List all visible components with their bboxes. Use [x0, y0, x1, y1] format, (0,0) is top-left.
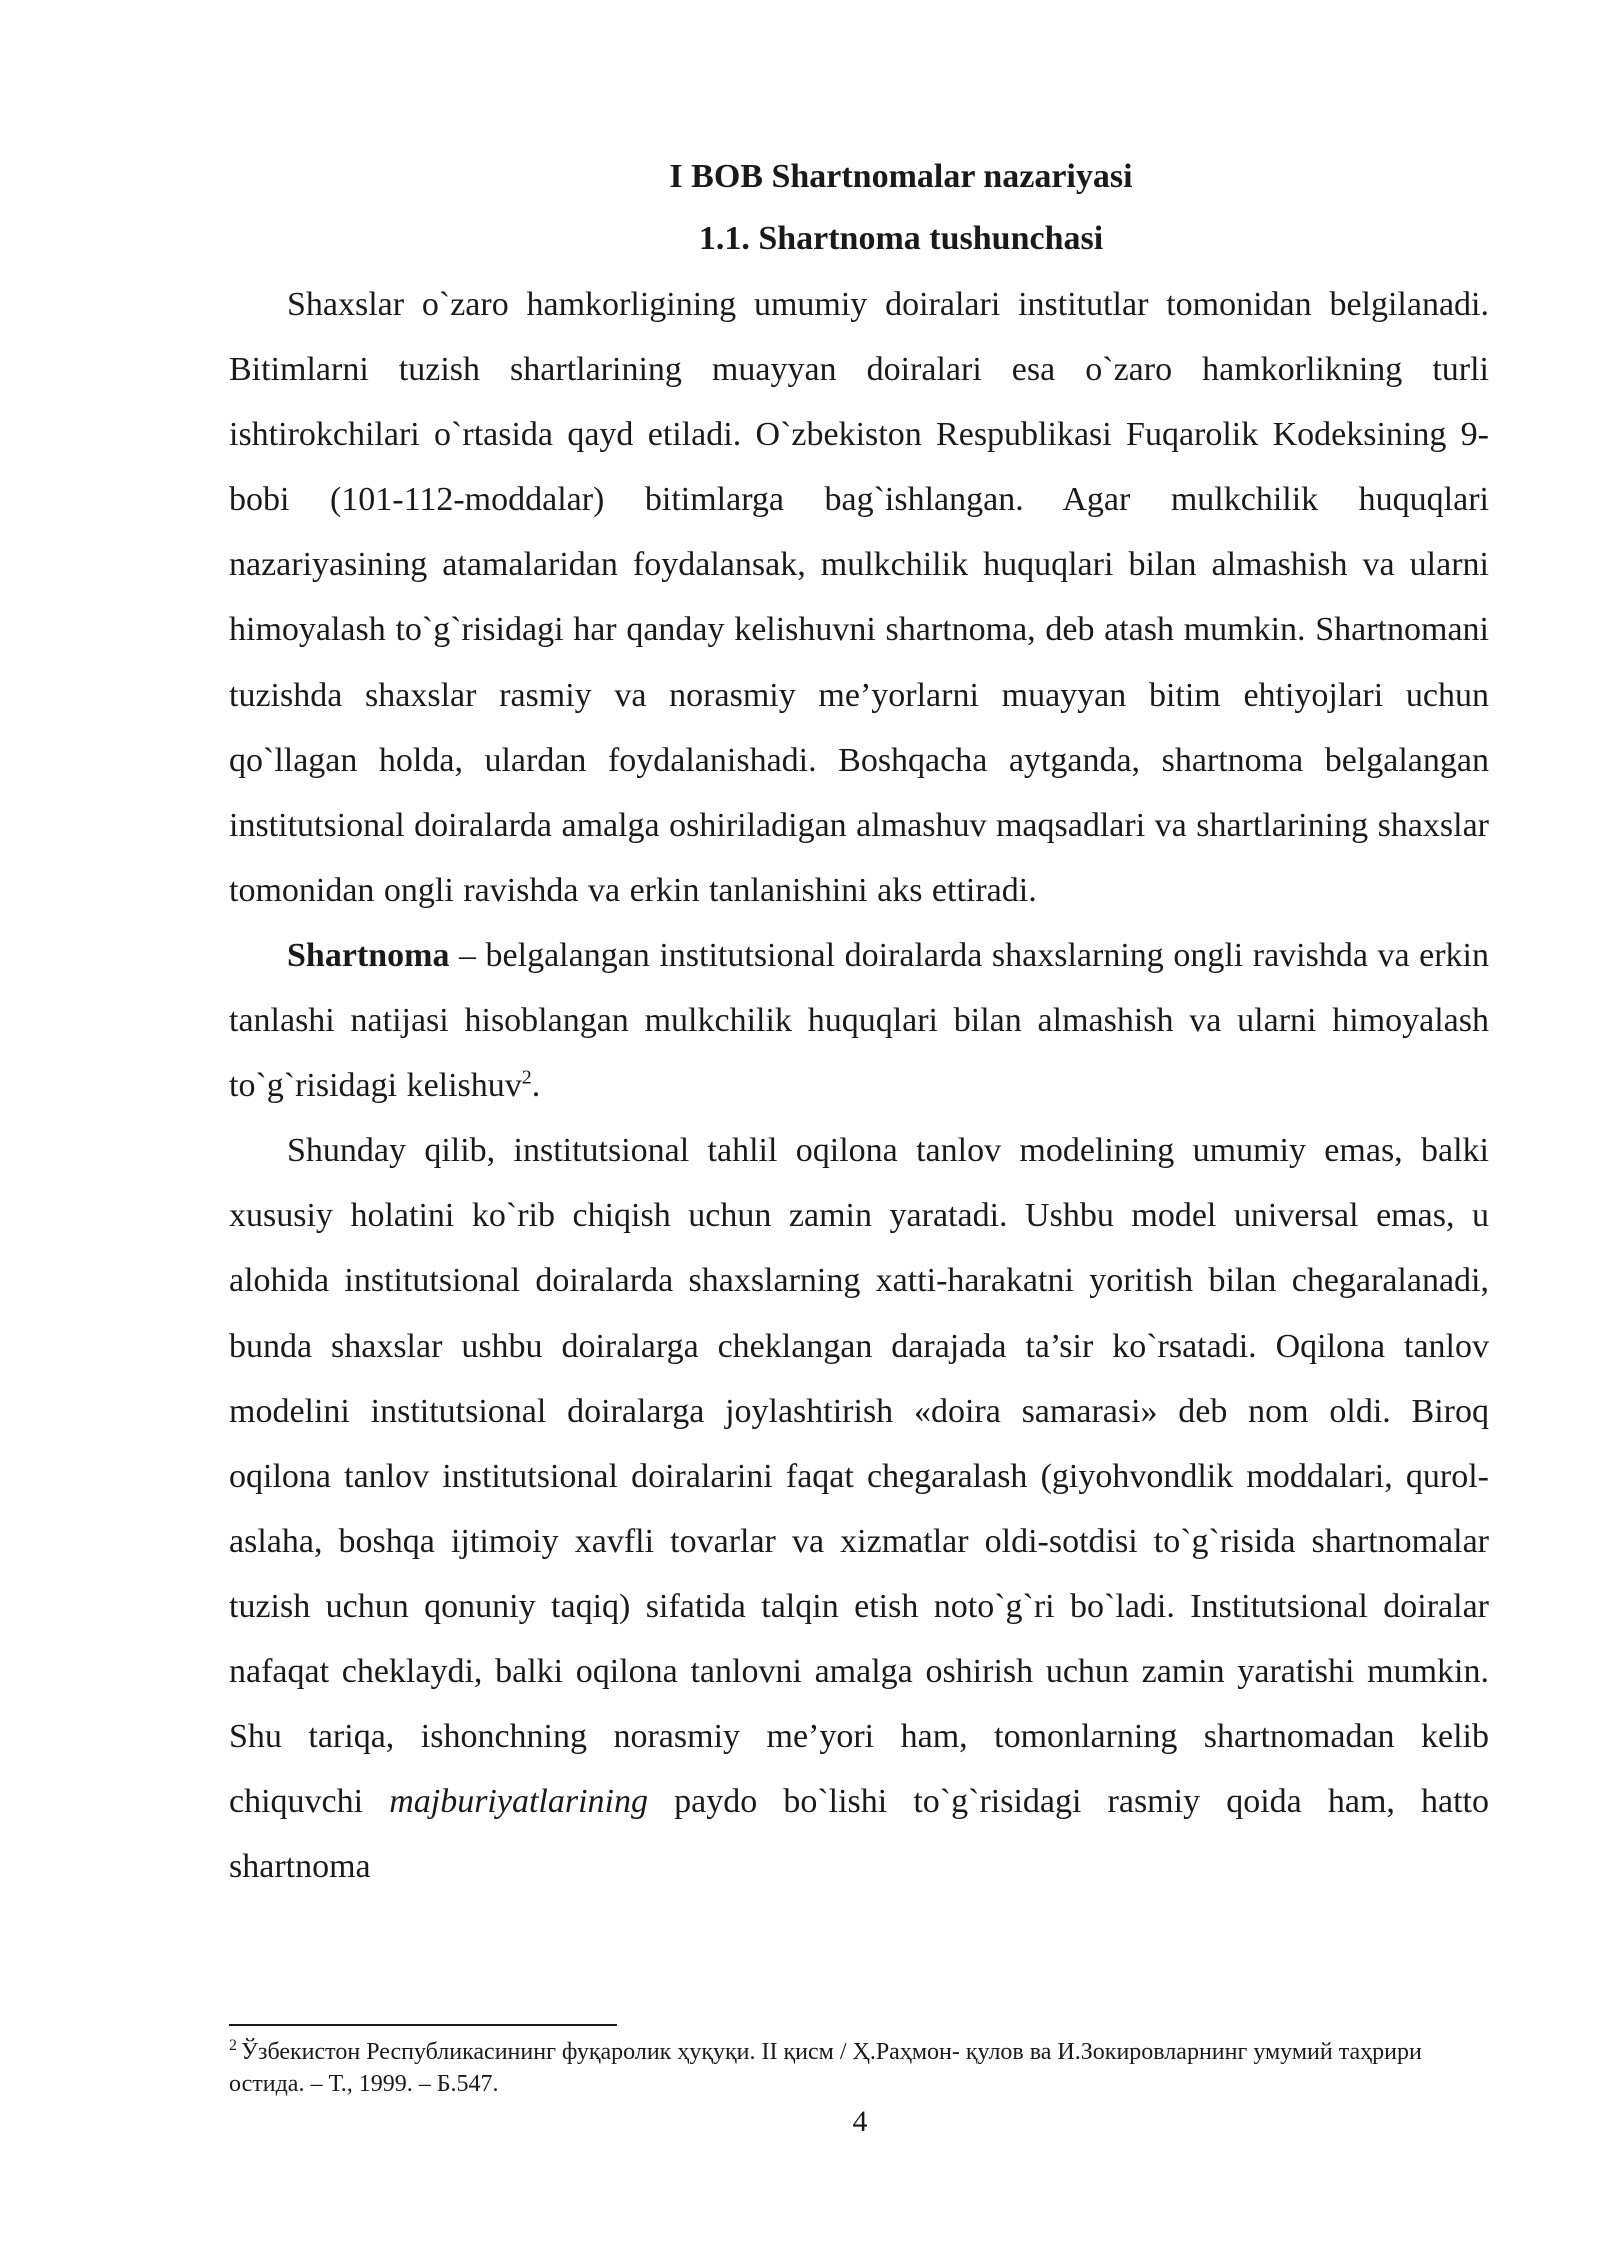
- definition-end: .: [531, 1067, 541, 1105]
- definition-text: – belgalangan institutsional doiralarda shaxslarning ongli ravishda va erkin tanlashi natijasi hisoblangan mulkchilik huquqlari bilan almashish va ularni himoyalash to`g`risidagi kelishuv: [229, 936, 1489, 1105]
- paragraph-3-text: Shunday qilib, institutsional tahlil oqilona tanlov modelining umumiy emas, balki xususiy holatini ko`rib chiqish uchun zamin yaratadi. Ushbu model universal emas, u alohida institutsional doiralarda shaxslarning xatti-harakatni yoritish bilan chegaralanadi, bunda shaxslar ushbu doiralarga cheklangan darajada ta’sir ko`rsatadi. Oqilona tanlov modelini institutsional doiralarga joylashtirish «doira samarasi» deb nom oldi. Biroq oqilona tanlov institutsional doiralarini faqat chegaralash (giyohvondlik moddalari, qurol-aslaha, boshqa ijtimoiy xavfli tovarlar va xizmatlar oldi-sotdisi to`g`risida shartnomalar tuzish uchun qonuniy taqiq) sifatida talqin etish noto`g`ri bo`ladi. Institutsional doiralar nafaqat cheklaydi, balki oqilona tanlovni amalga oshirish uchun zamin yaratishi mumkin. Shu tariqa, ishonchning norasmiy me’yori ham, tomonlarning shartnomadan kelib chiquvchi: [229, 1132, 1489, 1821]
- section-title: 1.1. Shartnoma tushunchasi: [698, 220, 1104, 257]
- footnote-separator: [229, 2024, 617, 2026]
- footnote: [229, 2036, 1491, 2100]
- page-number: 4: [852, 2105, 868, 2138]
- definition-term: Shartnoma: [287, 936, 450, 974]
- footnote-marker: 2: [229, 2037, 237, 2054]
- footnote-reference[interactable]: 2: [521, 1066, 532, 1089]
- footnote-text: Ўзбекистон Республикасининг фуқаролик ҳуқуқи. II қисм / Ҳ.Раҳмон- қулов ва И.Зокировларнинг умумий таҳрири остида. – Т., 1999. – Б.547.: [229, 2039, 1422, 2097]
- paragraph-2: [229, 923, 1489, 1118]
- paragraph-3: [229, 1118, 1489, 1899]
- paragraph-3-end: paydo bo`lishi to`g`risidagi rasmiy qoida ham, hatto shartnoma: [229, 1783, 1489, 1886]
- chapter-title: I BOB Shartnomalar nazariyasi: [669, 158, 1133, 195]
- main-content: [229, 150, 1489, 1899]
- paragraph-3-italic: majburiyatlarining: [389, 1783, 648, 1821]
- paragraph-1: Shaxslar o`zaro hamkorligining umumiy doiralari institutlar tomonidan belgilanadi. Bitimlarni tuzish shartlarining muayyan doiralari esa o`zaro hamkorlikning turli ishtirokchilari o`rtasida qayd etiladi. O`zbekiston Respublikasi Fuqarolik Kodeksining 9-bobi (101-112-moddalar) bitimlarga bag`ishlangan. Agar mulkchilik huquqlari nazariyasining atamalaridan foydalansak, mulkchilik huquqlari bilan almashish va ularni himoyalash to`g`risidagi har qanday kelishuvni shartnoma, deb atash mumkin. Shartnomani tuzishda shaxslar rasmiy va norasmiy me’yorlarni muayyan bitim ehtiyojlari uchun qo`llagan holda, ulardan foydalanishadi. Boshqacha aytganda, shartnoma belgalangan institutsional doiralarda amalga oshiriladigan almashuv maqsadlari va shartlarining shaxslar tomonidan ongli ravishda va erkin tanlanishini aks ettiradi.: [229, 286, 1489, 909]
